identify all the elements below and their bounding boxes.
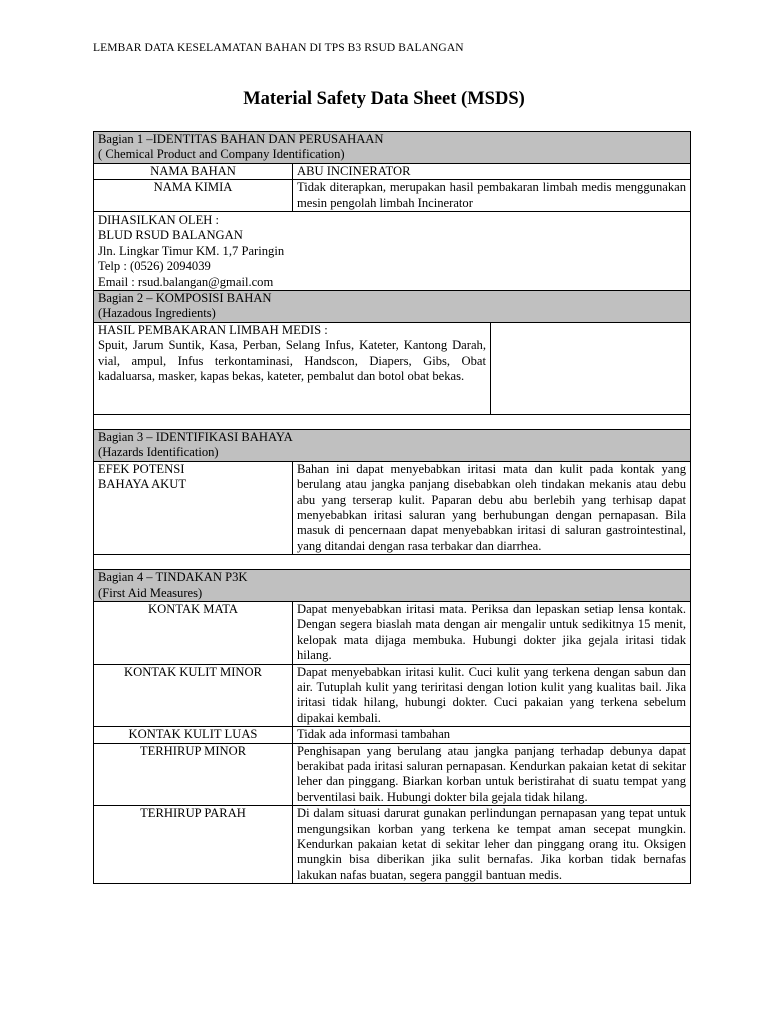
hazard-label (94, 461, 293, 554)
producer-info (94, 212, 691, 291)
section-2-header (94, 291, 691, 323)
table-row (94, 461, 691, 554)
section-4-subtitle: (First Aid Measures) (98, 585, 203, 600)
section-4-header (94, 570, 691, 602)
table-row (94, 180, 691, 212)
msds-table (93, 131, 691, 884)
section-1-title: Bagian 1 –IDENTITAS BAHAN DAN PERUSAHAAN (98, 132, 384, 146)
first-aid-value-kontak-kulit-luas: Tidak ada informasi tambahan (293, 727, 691, 743)
table-row (94, 727, 691, 743)
table-row (94, 743, 691, 806)
table-row (94, 806, 691, 884)
page-title: Material Safety Data Sheet (MSDS) (243, 89, 525, 109)
producer-email: Email : rsud.balangan@gmail.com (98, 274, 274, 289)
section-1-subtitle: ( Chemical Product and Company Identification) (98, 147, 345, 162)
first-aid-label-kontak-kulit-minor: KONTAK KULIT MINOR (94, 664, 293, 727)
section-3-title: Bagian 3 – IDENTIFIKASI BAHAYA (98, 429, 293, 444)
producer-name: BLUD RSUD BALANGAN (98, 228, 243, 243)
first-aid-label-terhirup-minor: TERHIRUP MINOR (94, 743, 293, 806)
table-row (94, 601, 691, 664)
composition-empty-cell (491, 322, 691, 414)
row-value-nama-bahan: ABU INCINERATOR (293, 163, 691, 179)
row-label-nama-kimia: NAMA KIMIA (94, 180, 293, 212)
table-row (94, 322, 691, 414)
section-3-subtitle: (Hazards Identification) (98, 445, 219, 460)
section-1-header (94, 132, 691, 164)
hazard-label-line-2: BAHAYA AKUT (98, 477, 187, 492)
hazard-label-line-1: EFEK POTENSI (98, 461, 185, 476)
table-row (94, 212, 691, 291)
first-aid-label-kontak-kulit-luas: KONTAK KULIT LUAS (94, 727, 293, 743)
first-aid-label-terhirup-parah: TERHIRUP PARAH (94, 806, 293, 884)
first-aid-value-kontak-kulit-minor: Dapat menyebabkan iritasi kulit. Cuci kulit yang terkena dengan sabun dan air. Tutuplah kulit yang teriritasi dengan lotion kulit yang kualitas bail. Jika iritasi tidak hilang, hubungi dokter. Cuci pakaian yang terkena sebelum dipakai kembali. (293, 664, 691, 727)
producer-heading: DIHASILKAN OLEH : (98, 213, 220, 228)
document-header: LEMBAR DATA KESELAMATAN BAHAN DI TPS B3 RSUD BALANGAN (93, 42, 464, 54)
section-2-title: Bagian 2 – KOMPOSISI BAHAN (98, 291, 272, 306)
composition-content: Spuit, Jarum Suntik, Kasa, Perban, Selang Infus, Kateter, Kantong Darah, vial, ampul, Infus terkontaminasi, Handscon, Diapers, Gibs, Obat kadaluarsa, masker, kapas bekas, kateter, pembalut dan botol obat bekas. (98, 338, 486, 384)
section-4-title: Bagian 4 – TINDAKAN P3K (98, 570, 248, 585)
producer-address: Jln. Lingkar Timur KM. 1,7 Paringin (98, 243, 285, 258)
section-3-header (94, 429, 691, 461)
table-row (94, 664, 691, 727)
first-aid-value-kontak-mata: Dapat menyebabkan iritasi mata. Periksa dan lepaskan setiap lensa kontak. Dengan segera biaslah mata dengan air mengalir untuk sedikitnya 15 menit, kelopak mata dijaga membuka. Hubungi dokter jika gejala iritasi tidak hilang. (293, 601, 691, 664)
row-label-nama-bahan: NAMA BAHAN (94, 163, 293, 179)
spacer-row (94, 555, 691, 570)
composition-cell (94, 322, 491, 414)
hazard-value: Bahan ini dapat menyebabkan iritasi mata dan kulit pada kontak yang berulang atau jangka panjang disebabkan oleh tindakan mekanis atau debu abu yang terserap kulit. Paparan debu abu berlebih yang terhisap dapat menyebabkan iritasi saluran yang berhubungan dengan pernapasan. Bila masuk di pencernaan dapat menyebabkan iritasi di saluran gastrointestinal, yang ditandai dengan rasa terbakar dan diarrhea. (293, 461, 691, 554)
table-row (94, 163, 691, 179)
producer-phone: Telp : (0526) 2094039 (98, 259, 211, 274)
composition-label: HASIL PEMBAKARAN LIMBAH MEDIS : (98, 322, 328, 337)
section-2-subtitle: (Hazadous Ingredients) (98, 306, 216, 321)
first-aid-value-terhirup-minor: Penghisapan yang berulang atau jangka panjang terhadap debunya dapat berakibat pada iritasi saluran pernapasan. Kendurkan pakaian ketat di sekitar leher dan pinggang. Biarkan korban untuk beristirahat di suatu tempat yang berventilasi baik. Hubungi dokter bila gejala tidak hilang. (293, 743, 691, 806)
first-aid-label-kontak-mata: KONTAK MATA (94, 601, 293, 664)
spacer-row (94, 414, 691, 429)
row-value-nama-kimia: Tidak diterapkan, merupakan hasil pembakaran limbah medis menggunakan mesin pengolah limbah Incinerator (293, 180, 691, 212)
first-aid-value-terhirup-parah: Di dalam situasi darurat gunakan perlindungan pernapasan yang tepat untuk mengungsikan korban yang terkena ke tempat aman secepat mungkin. Kendurkan pakaian ketat di sekitar leher dan pinggang orang itu. Oksigen mungkin bisa diberikan jika sulit bernafas. Jika korban tidak bernafas lakukan nafas buatan, segera panggil bantuan medis. (293, 806, 691, 884)
